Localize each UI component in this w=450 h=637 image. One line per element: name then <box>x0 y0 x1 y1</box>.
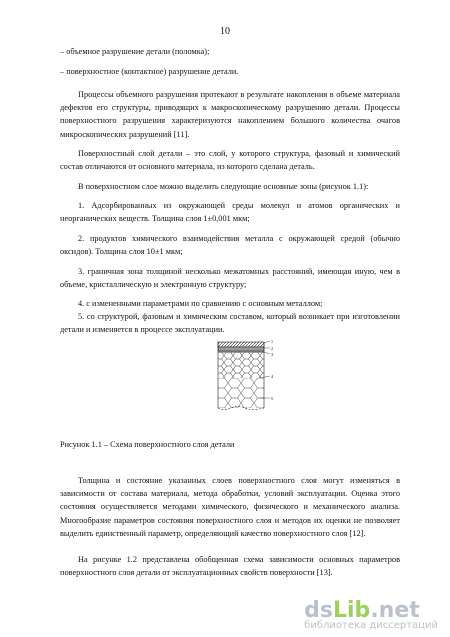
dslib-logo: dsLib.net <box>304 598 420 623</box>
paragraph-volume-failure: – объемное разрушение детали (поломка); <box>60 47 210 56</box>
dslib-watermark <box>304 598 438 631</box>
list-item-zone-3: 3. граничная зона толщиной несколько межатомных расстояний, имеющая иную, чем в объеме, кристаллическую и электронную структуру; <box>60 267 400 290</box>
surface-layer-diagram <box>215 338 275 433</box>
oxide-layer <box>218 347 264 351</box>
list-item-zone-2: 2. продуктов химического взаимодействия металла с окружающей средой (обычно оксидов). Толщина слоя 10±1 мкм; <box>60 234 400 257</box>
figure-label-2: 2 <box>271 346 273 351</box>
list-item-zone-4: 4. с измененными параметрами по сравнению с основным металлом; <box>78 299 323 308</box>
list-item-zone-1: 1. Адсорбированных из окружающей среды молекул и атомов органических и неорганических веществ. Толщина слоя 1±0,001 мкм; <box>60 201 400 224</box>
figure-caption: Рисунок 1.1 – Схема поверхностного слоя детали <box>60 440 235 449</box>
adsorbed-layer <box>218 342 264 347</box>
paragraph-zones-intro: В поверхностном слое можно выделить следующие основные зоны (рисунок 1.1): <box>78 182 369 191</box>
surface-layer-figure <box>215 338 275 438</box>
modified-zone <box>218 352 264 378</box>
paragraph-surface-layer-definition: Поверхностный слой детали – это слой, у которого структура, фазовый и химический состав отличаются от основного материала, из которого сделана деталь. <box>60 149 400 172</box>
figure-label-5: 5 <box>271 396 273 401</box>
figure-label-1: 1 <box>271 339 273 344</box>
paragraph-figure-1-2-reference: На рисунке 1.2 представлена обобщенная схема зависимости основных параметров поверхностного слоя детали от эксплуатационных свойств поверхности [13]. <box>60 555 400 578</box>
page-number: 10 <box>220 26 230 37</box>
figure-label-4: 4 <box>271 374 273 379</box>
dslib-subtitle: библиотека диссертаций <box>304 620 438 631</box>
figure-label-3: 3 <box>271 352 273 357</box>
paragraph-layer-thickness: Толщина и состояние указанных слоев поверхностного слоя могут изменяться в зависимости от состава материала, метода обработки, условий эксплуатации. Оценка этого состояния осуществляется методами химического, физического и механического анализа. Многообразие параметров состояния поверхностного слоя и методов их оценки не позволяет выделить единственный параметр, определяющий качество поверхностного слоя [12]. <box>60 476 400 538</box>
paragraph-surface-failure: – поверхностное (контактное) разрушение детали. <box>60 67 239 76</box>
paragraph-failure-processes: Процессы объемного разрушения протекают в результате накопления в объеме материала дефектов его структуры, приводящих к макроскопическому разрушению детали. Процессы поверхностного разрушения характеризуются накоплением большого количества очагов микроскопических разрушений [11]. <box>60 90 400 139</box>
base-structure-zone <box>218 378 264 408</box>
list-item-zone-5: 5. со структурой, фазовым и химическим составом, который возникает при изготовлении детали и изменяется в процессе эксплуатации. <box>60 312 400 335</box>
